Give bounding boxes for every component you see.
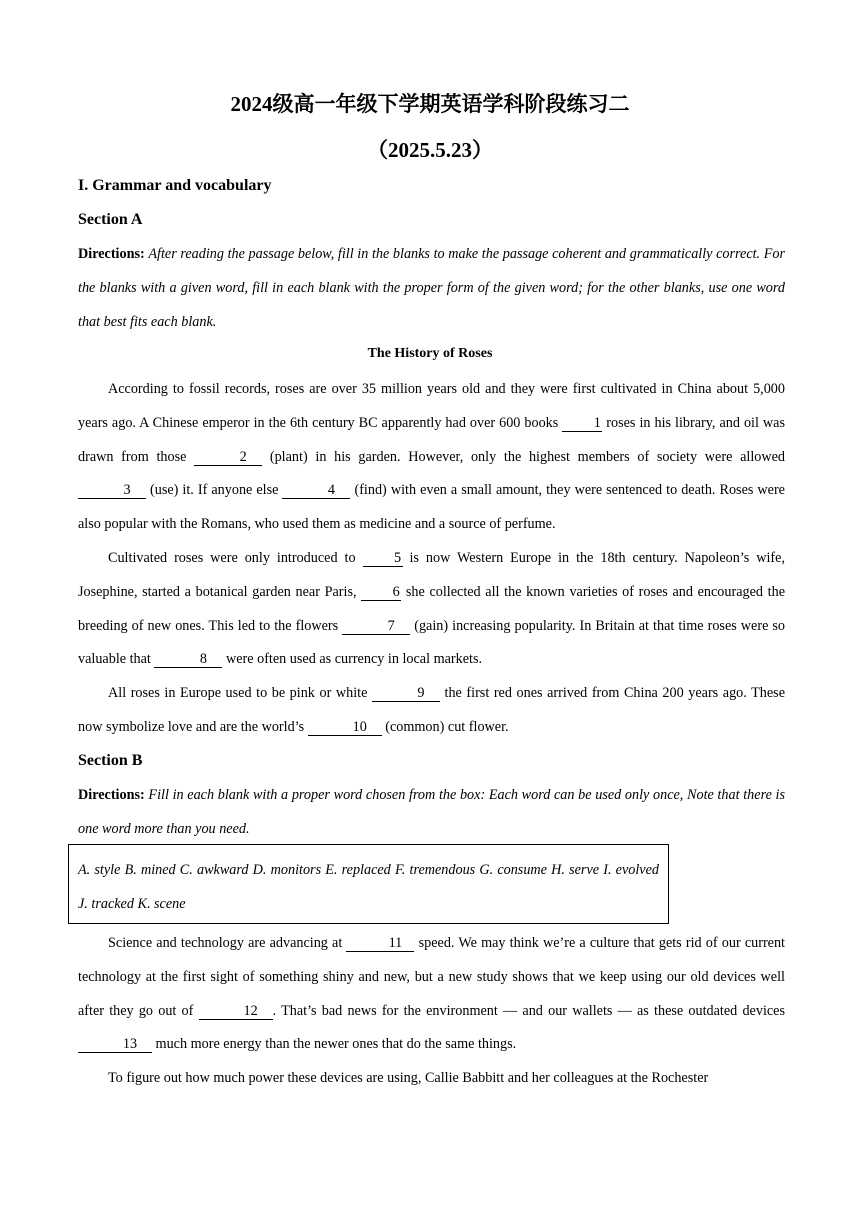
blank-2[interactable]: 2 — [194, 449, 262, 466]
section-b-directions — [78, 779, 785, 847]
directions-label: Directions: — [78, 246, 145, 262]
directions-text: After reading the passage below, fill in the blanks to make the passage coherent and grammatically correct. For the blanks with a given word, fill in each blank with the proper form of the given word; for the other blanks, use one word that best fits each blank. — [78, 246, 786, 330]
section-a-heading: Section A — [78, 211, 143, 228]
blank-10[interactable]: 10 — [308, 719, 382, 736]
blank-12[interactable]: 12 — [199, 1003, 273, 1020]
section-b-paragraph-1: Science and technology are advancing at 11 speed. We may think we’re a culture that gets rid of our current technology at the first sight of something shiny and new, but a new study shows that we keep using our old devices well after they go out of 12 . That’s bad news for the environment — and our wallets — as these outdated devices 13 much more energy than the newer ones that do the same things. — [78, 935, 785, 1053]
blank-8[interactable]: 8 — [154, 651, 222, 668]
blank-9[interactable]: 9 — [372, 685, 440, 702]
blank-1[interactable]: 1 — [562, 415, 602, 432]
directions-text: Fill in each blank with a proper word chosen from the box: Each word can be used only once, Note that there is one word more than you need. — [78, 787, 786, 837]
blank-7[interactable]: 7 — [342, 618, 410, 635]
section-a-directions — [78, 238, 785, 339]
passage-paragraph-2: Cultivated roses were only introduced to 5 is now Western Europe in the 18th century. Napoleon’s wife, Josephine, started a botanical garden near Paris, 6 she collected all the known varieties of roses and encouraged the breeding of new ones. This led to the flowers 7 (gain) increasing popularity. In Britain at that time roses were so valuable that 8 were often used as currency in local markets. — [78, 550, 786, 668]
passage-paragraph-3: All roses in Europe used to be pink or white 9 the first red ones arrived from China 200 years ago. These now symbolize love and are the world’s 10 (common) cut flower. — [78, 685, 785, 735]
section-b-heading: Section B — [78, 752, 143, 769]
word-box: A. style B. mined C. awkward D. monitors E. replaced F. tremendous G. consume H. serve I. evolved J. tracked K. scene — [68, 844, 669, 924]
part-heading: I. Grammar and vocabulary — [78, 177, 272, 194]
passage-paragraph-1: According to fossil records, roses are over 35 million years old and they were first cultivated in China about 5,000 years ago. A Chinese emperor in the 6th century BC apparently had over 600 books 1 roses in his library, and oil was drawn from those 2 (plant) in his garden. However, only the highest members of society were allowed 3 (use) it. If anyone else 4 (find) with even a small amount, they were sentenced to death. Roses were also popular with the Romans, who used them as medicine and a source of perfume. — [78, 381, 786, 533]
document-title: 2024级高一年级下学期英语学科阶段练习二 — [230, 92, 630, 116]
blank-13[interactable]: 13 — [78, 1036, 152, 1053]
section-b-paragraph-2: To figure out how much power these devices are using, Callie Babbitt and her colleagues at the Rochester — [108, 1070, 709, 1086]
blank-6[interactable]: 6 — [361, 584, 401, 601]
document-date: （2025.5.23） — [367, 138, 493, 162]
blank-11[interactable]: 11 — [346, 935, 414, 952]
passage-title: The History of Roses — [367, 346, 493, 361]
blank-3[interactable]: 3 — [78, 482, 146, 499]
blank-4[interactable]: 4 — [282, 482, 350, 499]
blank-5[interactable]: 5 — [363, 550, 403, 567]
directions-label: Directions: — [78, 787, 145, 803]
